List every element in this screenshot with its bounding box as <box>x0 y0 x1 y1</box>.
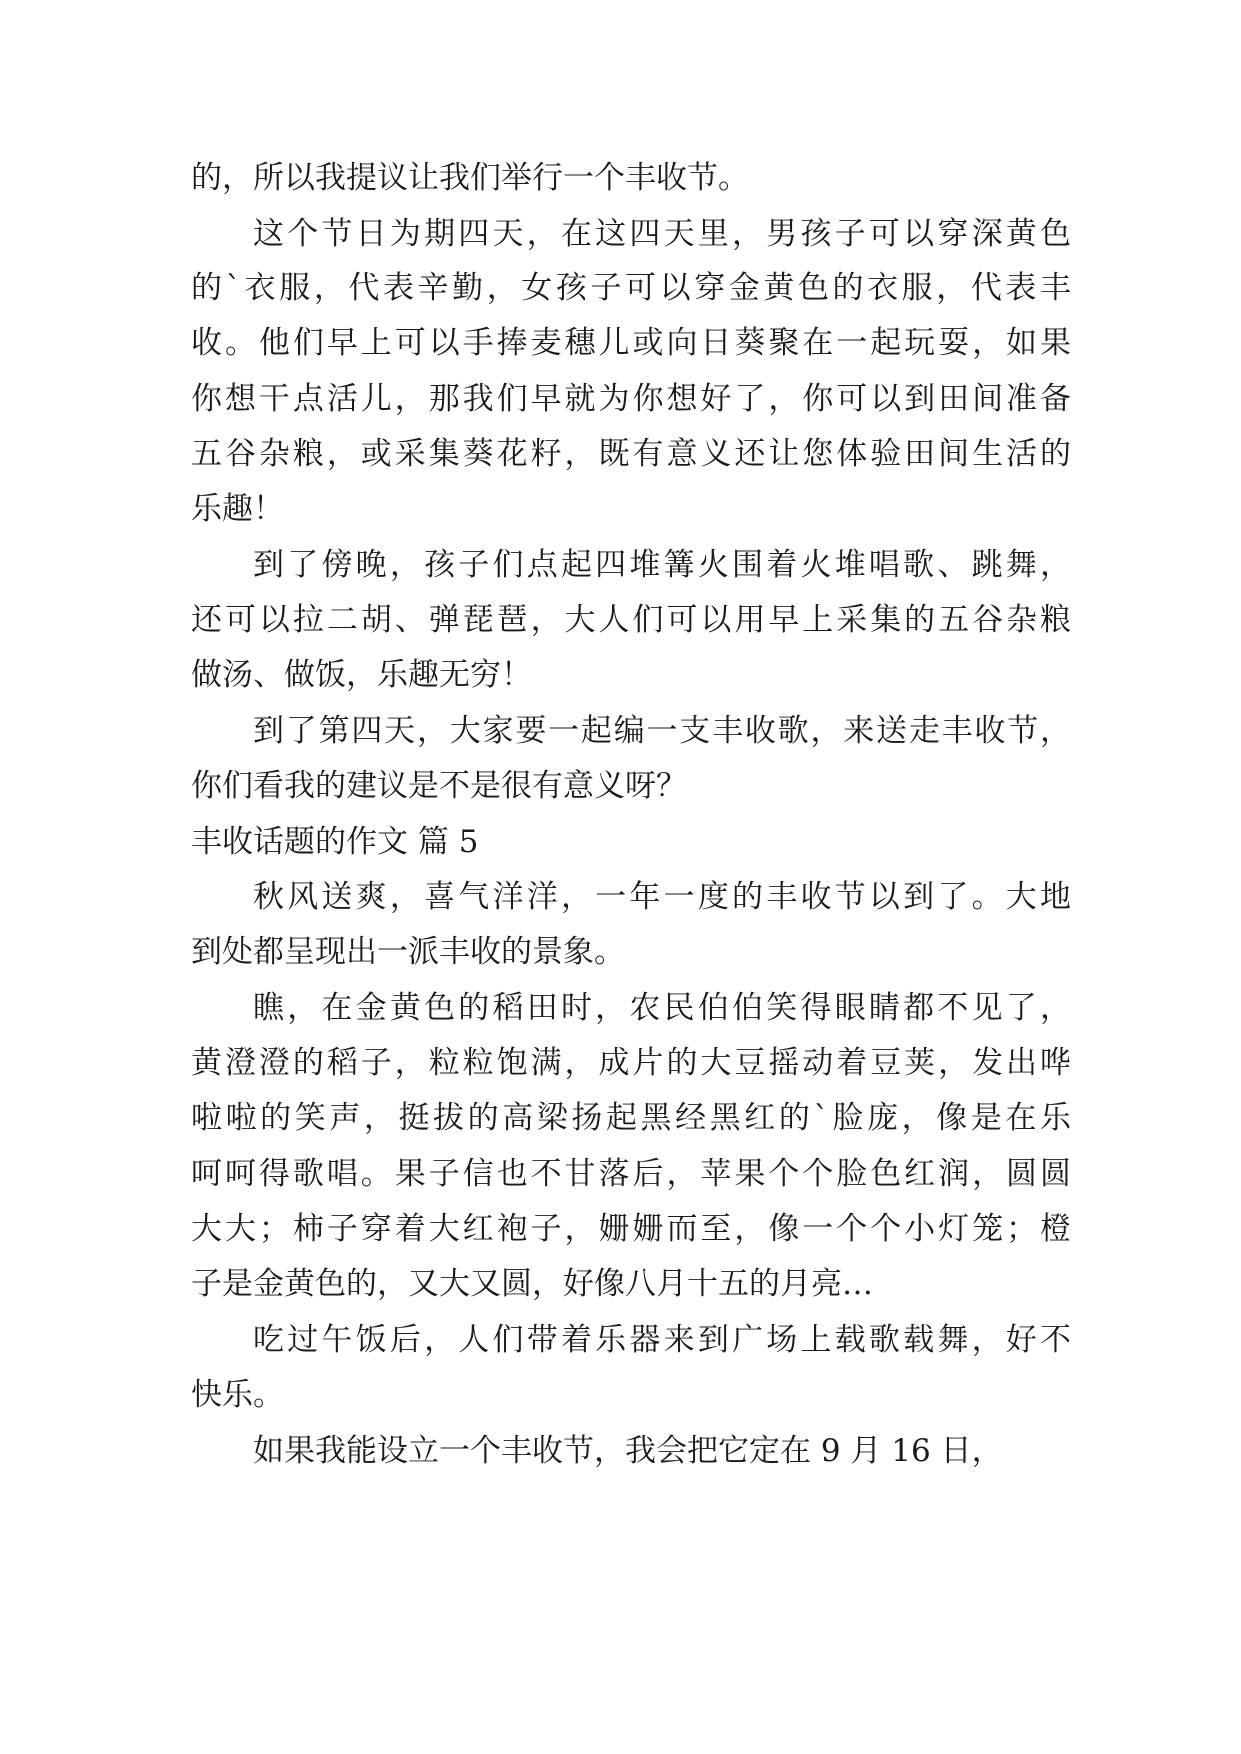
text-line: 啦啦的笑声，挺拔的高梁扬起黑经黑红的`脸庞，像是在乐 <box>191 1100 1071 1136</box>
text-line: 到了傍晚，孩子们点起四堆篝火围着火堆唱歌、跳舞， <box>253 547 1071 583</box>
text-line: 做汤、做饭，乐趣无穷！ <box>191 657 532 693</box>
text-line: 到处都呈现出一派丰收的景象。 <box>191 934 625 970</box>
text-line: 大大；柿子穿着大红袍子，姗姗而至，像一个个小灯笼；橙 <box>191 1211 1071 1247</box>
text-line: 吃过午饭后，人们带着乐器来到广场上载歌载舞，好不 <box>253 1322 1071 1358</box>
text-line: 的`衣服，代表辛勤，女孩子可以穿金黄色的衣服，代表丰 <box>191 270 1071 306</box>
text-line: 乐趣！ <box>191 491 284 527</box>
text-line: 瞧，在金黄色的稻田时，农民伯伯笑得眼睛都不见了， <box>253 990 1071 1026</box>
text-line: 快乐。 <box>191 1377 284 1413</box>
text-line: 你想干点活儿，那我们早就为你想好了，你可以到田间准备 <box>191 381 1071 417</box>
text-line: 五谷杂粮，或采集葵花籽，既有意义还让您体验田间生活的 <box>191 436 1071 472</box>
text-line: 的，所以我提议让我们举行一个丰收节。 <box>191 160 749 196</box>
text-line: 秋风送爽，喜气洋洋，一年一度的丰收节以到了。大地 <box>253 879 1071 915</box>
text-line: 如果我能设立一个丰收节，我会把它定在 9 月 16 日， <box>253 1433 1003 1469</box>
text-line: 黄澄澄的稻子，粒粒饱满，成片的大豆摇动着豆荚，发出哗 <box>191 1045 1071 1081</box>
text-line: 呵呵得歌唱。果子信也不甘落后，苹果个个脸色红润，圆圆 <box>191 1156 1071 1192</box>
text-line: 还可以拉二胡、弹琵琶，大人们可以用早上采集的五谷杂粮 <box>191 602 1071 638</box>
text-line: 这个节日为期四天，在这四天里，男孩子可以穿深黄色 <box>253 216 1071 252</box>
text-line: 收。他们早上可以手捧麦穗儿或向日葵聚在一起玩耍，如果 <box>191 325 1071 361</box>
section-heading: 丰收话题的作文 篇 5 <box>191 824 479 860</box>
text-line: 到了第四天，大家要一起编一支丰收歌，来送走丰收节， <box>253 713 1071 749</box>
text-line: 你们看我的建议是不是很有意义呀？ <box>191 768 687 804</box>
text-line: 子是金黄色的，又大又圆，好像八月十五的月亮… <box>191 1266 873 1302</box>
